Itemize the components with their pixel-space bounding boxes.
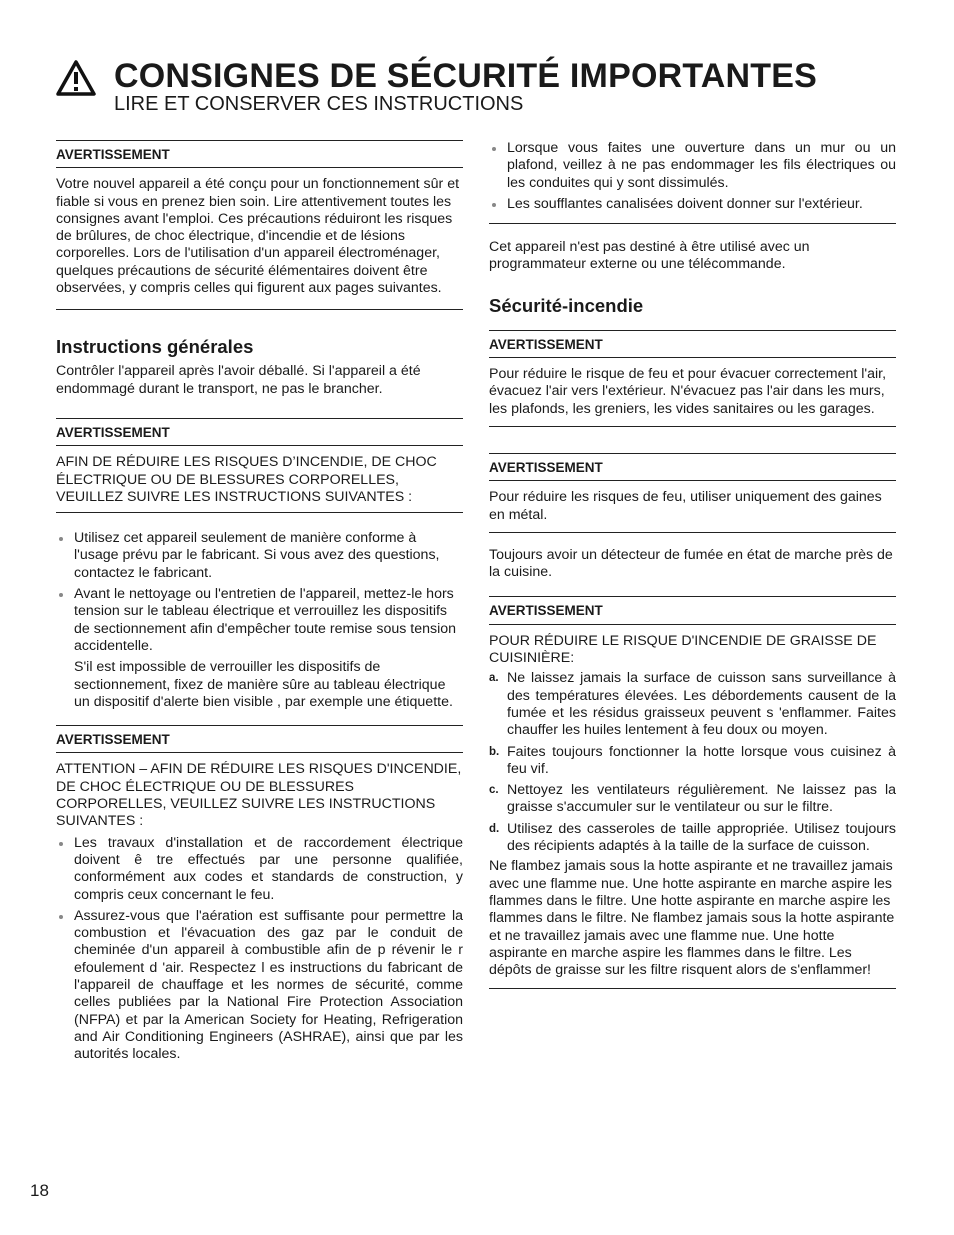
warning-text: Votre nouvel appareil a été conçu pour un fonctionnement sûr et fiable si vous en prenez bien soin. Lire attentivement toutes les consignes avant l'emploi. Ces précautions réduiront les risques de brûlures, de choc électrique, d'incendie et de lésions corporelles. Lors de l'utilisation d'un appareil électroménager, quelques précautions de sécurité élémentaires doivent être observées, y compris celles qui figurent aux pages suivantes. [56,176,460,297]
warning-text: AFIN DE RÉDUIRE LES RISQUES D’INCENDIE, DE CHOC ÉLECTRIQUE OU DE BLESSURES CORPORELLES, VEUILLEZ SUIVRE LES INSTRUCTIONS SUIVANTES : [56,454,437,505]
warning-text: POUR RÉDUIRE LE RISQUE D'INCENDIE DE GRAISSE DE CUISINIÈRE: [489,632,877,667]
warning-text: Pour réduire les risques de feu, utiliser uniquement des gaines en métal. [489,489,882,523]
warning-text: Pour réduire le risque de feu et pour évacuer correctement l'air, évacuez l'air vers l'extérieur. N'évacuez pas l'air dans les murs, les plafonds, les greniers, les vides sanitaires ou les garages. [489,366,887,417]
list-item: Utilisez cet appareil seulement de manière conforme à l'usage prévu par le fabricant. Si vous avez des questions, contactez le fabricant. [56,530,463,582]
list-item: Lorsque vous faites une ouverture dans un mur ou un plafond, veillez à ne pas endommager les fils électriques ou les conduites qui y sont dissimulés. [489,140,896,192]
list-letter: d. [489,822,500,835]
section-heading-fire-safety: Sécurité-incendie [489,294,644,316]
page-number: 18 [30,1181,49,1200]
warning-box [56,140,463,310]
smoke-detector-note: Toujours avoir un détecteur de fumée en état de marche près de la cuisine. [489,546,893,581]
section-heading-general: Instructions générales [56,336,254,358]
list-item: b. Faites toujours fonctionner la hotte lorsque vous cuisinez à feu vif. [489,743,896,777]
list-item: Avant le nettoyage ou l'entretien de l'appareil, mettez-le hors tension sur le tableau électrique et verrouillez les dispositifs de sectionnement afin d'empêcher toute remise sous tension accidentelle. S'il est impossible de verrouiller les dispositifs de sectionnement, fixez de manière sûre au tableau électrique un dispositif d'alerte bien visible , par exemple une étiquette. [56,586,463,711]
right-column [489,140,896,989]
warning-box [56,725,463,830]
list-item: Les soufflantes canalisées doivent donner sur l'extérieur. [489,196,896,213]
warning-box [56,418,463,513]
remote-note: Cet appareil n'est pas destiné à être utilisé avec un programmateur externe ou une télécommande. [489,239,810,273]
list-item: Assurez-vous que l'aération est suffisante pour permettre la combustion et l'évacuation des gaz par le conduit de cheminée d'un appareil à combustible afin de p révenir le r efoulement d 'air. Respectez l es instructions du fabricant de l'appareil de chauffage et les normes de sécurité, comme celles publiées par la National Fire Protection Association (NFPA) et par la American Society for Heating, Refrigeration and Air Conditioning Engineers (ASHRAE), ainsi que par les autorités locales. [56,908,463,1064]
bullet-list [56,835,463,1064]
warning-text: ATTENTION – AFIN DE RÉDUIRE LES RISQUES D'INCENDIE, DE CHOC ÉLECTRIQUE OU DE BLESSURES CORPORELLES, VEUILLEZ SUIVRE LES INSTRUCTIONS SUIVANTES : [56,761,462,830]
warning-box [489,596,896,667]
page-title: CONSIGNES DE SÉCURITÉ IMPORTANTES [114,57,818,95]
warning-heading: AVERTISSEMENT [489,454,896,481]
bullet-list [56,530,463,711]
warning-heading: AVERTISSEMENT [56,726,463,753]
bullet-list [489,140,896,213]
warning-box [489,453,896,533]
list-item-continuation: S'il est impossible de verrouiller les dispositifs de sectionnement, fixez de manière sûre au tableau électrique un dispositif d'alerte bien visible , par exemple une étiquette. [74,659,453,710]
warning-box [489,330,896,427]
lettered-list [489,670,896,855]
warning-heading: AVERTISSEMENT [489,597,896,624]
warning-heading: AVERTISSEMENT [56,419,463,446]
warning-triangle-icon [56,60,96,96]
warning-heading: AVERTISSEMENT [56,141,463,168]
list-item: c. Nettoyez les ventilateurs régulièrement. Ne laissez pas la graisse s'accumuler sur le ventilateur ou sur le filtre. [489,782,896,816]
list-letter: c. [489,784,499,797]
closing-text: Ne flambez jamais sous la hotte aspirante et ne travaillez jamais avec une flamme nue. Une hotte aspirante en marche aspire les flammes dans le filtre. Une hotte aspirante en marche aspire les flammes dans le filtre. Ne flambez jamais sous la hotte aspirante et ne travaillez jamais avec une flamme nue. Une hotte aspirante en marche aspire les flammes dans le filtre. Les dépôts de graisse sur les filtre risquent alors de s'enflammer! [489,858,895,979]
left-column [56,140,463,1063]
list-letter: a. [489,672,499,685]
warning-heading: AVERTISSEMENT [489,331,896,358]
list-item: a. Ne laissez jamais la surface de cuisson sans surveillance à des températures élevées. Les débordements causent de la fumée et les résidus graisseux peuvent s 'enflammer. Faites chauffer les huiles lentement à feu doux ou moyen. [489,670,896,739]
list-item: d. Utilisez des casseroles de taille appropriée. Utilisez toujours des récipients adaptés à la taille de la surface de cuisson. [489,820,896,855]
list-item: Les travaux d'installation et de raccordement électrique doivent ê tre effectués par une personne qualifiée, conformément aux codes et standards de construction, y compris ceux concernant le feu. [56,835,463,904]
page-subtitle: LIRE ET CONSERVER CES INSTRUCTIONS [114,93,524,115]
general-text: Contrôler l'appareil après l'avoir déballé. Si l'appareil a été endommagé durant le transport, ne pas le brancher. [56,363,421,397]
list-letter: b. [489,745,500,758]
